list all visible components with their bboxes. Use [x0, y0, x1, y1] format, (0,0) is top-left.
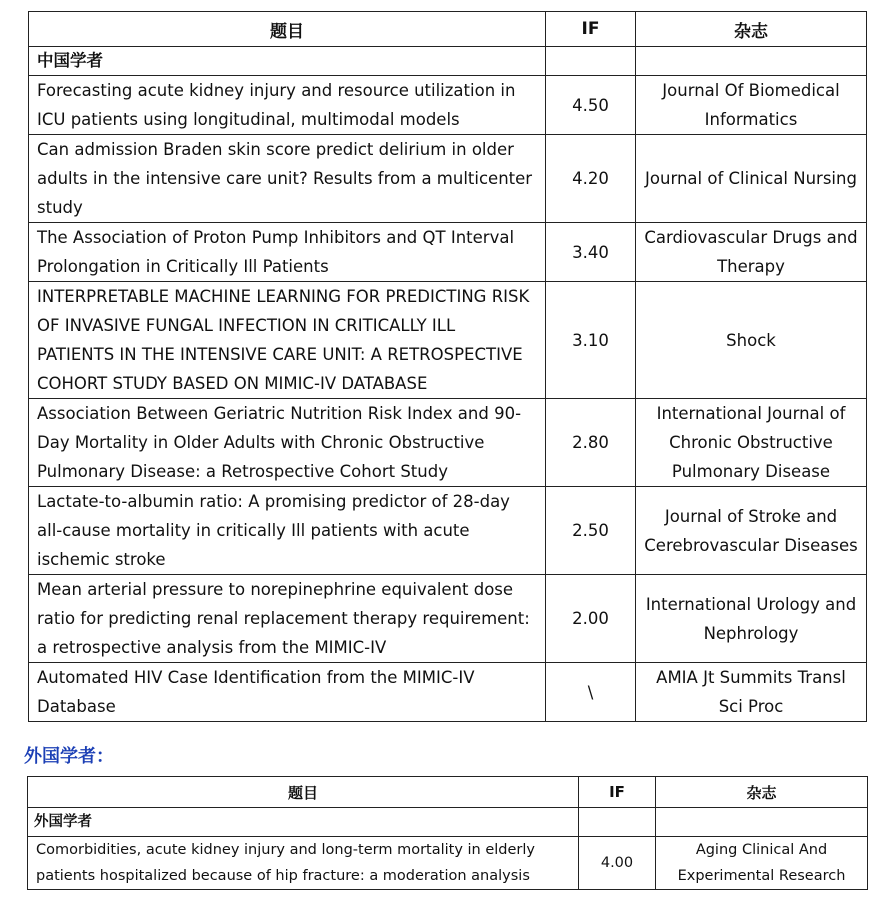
paper-title: Automated HIV Case Identification from the MIMIC-IV Database	[29, 663, 546, 722]
paper-title: Can admission Braden skin score predict delirium in older adults in the intensive care unit? Results from a multicenter study	[29, 135, 546, 223]
table-row	[29, 135, 867, 223]
impact-factor: 2.80	[546, 399, 636, 487]
impact-factor: 2.50	[546, 487, 636, 575]
table-row	[28, 837, 868, 890]
impact-factor: 4.00	[579, 837, 656, 890]
header-if: IF	[546, 12, 636, 47]
impact-factor: 3.10	[546, 282, 636, 399]
impact-factor: \	[546, 663, 636, 722]
table-row	[29, 663, 867, 722]
journal-name: Journal of Clinical Nursing	[636, 135, 867, 223]
journal-name: Shock	[636, 282, 867, 399]
group-empty-cell	[636, 47, 867, 76]
header-if: IF	[579, 777, 656, 808]
journal-name: Journal of Stroke and Cerebrovascular Diseases	[636, 487, 867, 575]
impact-factor: 4.20	[546, 135, 636, 223]
paper-title: Association Between Geriatric Nutrition Risk Index and 90-Day Mortality in Older Adults with Chronic Obstructive Pulmonary Disease: a Retrospective Cohort Study	[29, 399, 546, 487]
paper-title: Lactate-to-albumin ratio: A promising predictor of 28-day all-cause mortality in critically Ill patients with acute ischemic stroke	[29, 487, 546, 575]
group-empty-cell	[656, 808, 868, 837]
journal-name: Journal Of Biomedical Informatics	[636, 76, 867, 135]
group-row	[29, 47, 867, 76]
table-row	[29, 76, 867, 135]
header-title: 题目	[29, 12, 546, 47]
paper-title: Forecasting acute kidney injury and resource utilization in ICU patients using longitudinal, multimodal models	[29, 76, 546, 135]
journal-name: Cardiovascular Drugs and Therapy	[636, 223, 867, 282]
impact-factor: 3.40	[546, 223, 636, 282]
chinese-scholars-table	[28, 11, 867, 722]
journal-name: AMIA Jt Summits Transl Sci Proc	[636, 663, 867, 722]
paper-title: INTERPRETABLE MACHINE LEARNING FOR PREDICTING RISK OF INVASIVE FUNGAL INFECTION IN CRITICALLY ILL PATIENTS IN THE INTENSIVE CARE UNIT: A RETROSPECTIVE COHORT STUDY BASED ON MIMIC-IV DATABASE	[29, 282, 546, 399]
impact-factor: 2.00	[546, 575, 636, 663]
journal-name: International Journal of Chronic Obstructive Pulmonary Disease	[636, 399, 867, 487]
table-row	[29, 399, 867, 487]
table-header-row	[29, 12, 867, 47]
paper-title: The Association of Proton Pump Inhibitors and QT Interval Prolongation in Critically Ill Patients	[29, 223, 546, 282]
group-label: 外国学者	[28, 808, 579, 837]
foreign-scholars-table	[27, 776, 868, 890]
paper-title: Mean arterial pressure to norepinephrine equivalent dose ratio for predicting renal replacement therapy requirement: a retrospective analysis from the MIMIC-IV	[29, 575, 546, 663]
group-label: 中国学者	[29, 47, 546, 76]
table-row	[29, 223, 867, 282]
table-header-row	[28, 777, 868, 808]
journal-name: International Urology and Nephrology	[636, 575, 867, 663]
table-row	[29, 575, 867, 663]
table-row	[29, 487, 867, 575]
journal-name: Aging Clinical And Experimental Research	[656, 837, 868, 890]
table-row	[29, 282, 867, 399]
header-title: 题目	[28, 777, 579, 808]
group-empty-cell	[579, 808, 656, 837]
group-empty-cell	[546, 47, 636, 76]
group-row	[28, 808, 868, 837]
foreign-scholars-heading: 外国学者：	[24, 746, 114, 767]
paper-title: Comorbidities, acute kidney injury and long-term mortality in elderly patients hospitalized because of hip fracture: a moderation analysis	[28, 837, 579, 890]
impact-factor: 4.50	[546, 76, 636, 135]
header-journal: 杂志	[636, 12, 867, 47]
header-journal: 杂志	[656, 777, 868, 808]
